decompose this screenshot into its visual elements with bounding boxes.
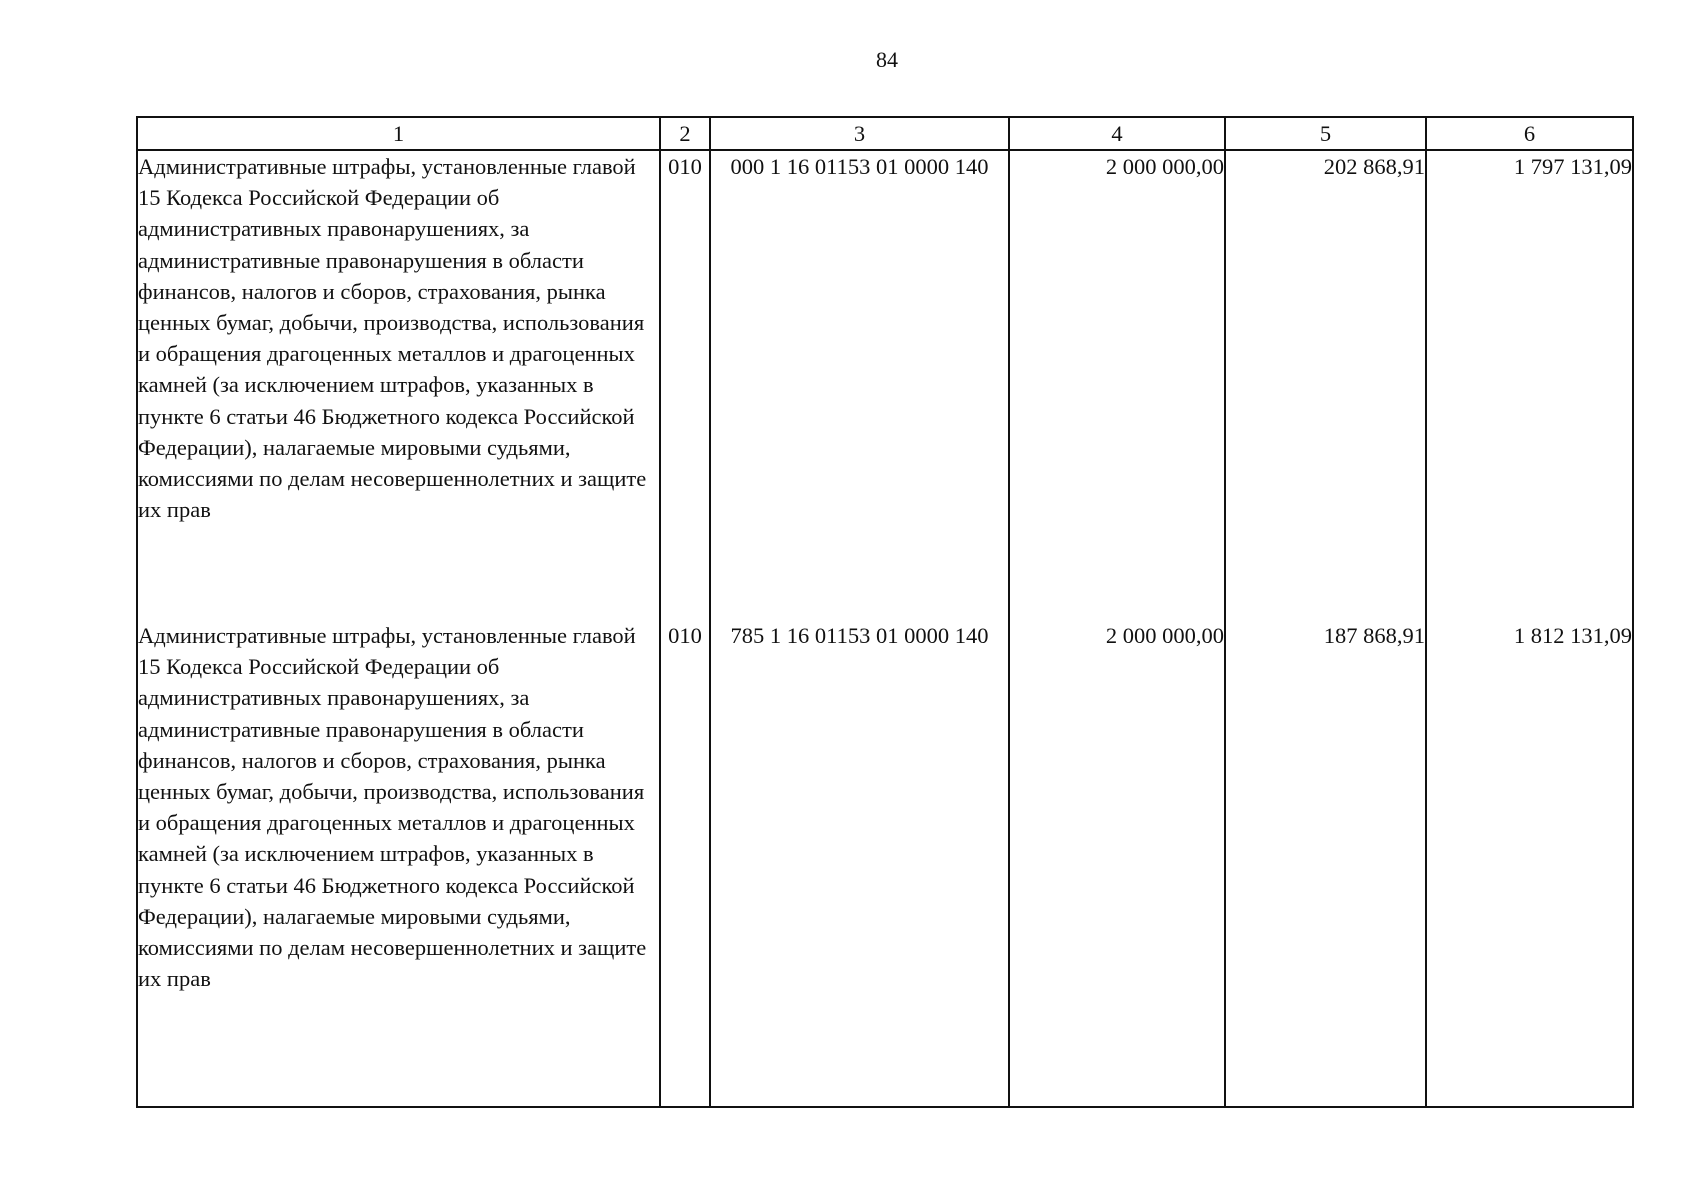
column-number-header: 1 xyxy=(137,117,660,150)
remaining-amount-cell: 1 812 131,09 xyxy=(1426,620,1633,1107)
column-number-header: 2 xyxy=(660,117,710,150)
remaining-amount-cell: 1 797 131,09 xyxy=(1426,150,1633,620)
income-code-cell: 785 1 16 01153 01 0000 140 xyxy=(710,620,1009,1107)
column-number-row xyxy=(137,117,1633,150)
line-code-cell: 010 xyxy=(660,620,710,1107)
revenue-name-cell: Административные штрафы, установленные главой 15 Кодекса Российской Федерации об административных правонарушениях, за административные правонарушения в области финансов, налогов и сборов, страхования, рынка ценных бумаг, добычи, производства, использования и обращения драгоценных металлов и драгоценных камней (за исключением штрафов, указанных в пункте 6 статьи 46 Бюджетного кодекса Российской Федерации), налагаемые мировыми судьями, комиссиями по делам несовершеннолетних и защите их прав xyxy=(137,150,660,620)
table-row xyxy=(137,620,1633,1107)
column-number-header: 3 xyxy=(710,117,1009,150)
approved-amount-cell: 2 000 000,00 xyxy=(1009,620,1225,1107)
column-number-header: 4 xyxy=(1009,117,1225,150)
approved-amount-cell: 2 000 000,00 xyxy=(1009,150,1225,620)
column-number-header: 5 xyxy=(1225,117,1426,150)
revenue-name-cell: Административные штрафы, установленные главой 15 Кодекса Российской Федерации об административных правонарушениях, за административные правонарушения в области финансов, налогов и сборов, страхования, рынка ценных бумаг, добычи, производства, использования и обращения драгоценных металлов и драгоценных камней (за исключением штрафов, указанных в пункте 6 статьи 46 Бюджетного кодекса Российской Федерации), налагаемые мировыми судьями, комиссиями по делам несовершеннолетних и защите их прав xyxy=(137,620,660,1107)
income-code-cell: 000 1 16 01153 01 0000 140 xyxy=(710,150,1009,620)
page-number: 84 xyxy=(876,47,898,72)
executed-amount-cell: 202 868,91 xyxy=(1225,150,1426,620)
executed-amount-cell: 187 868,91 xyxy=(1225,620,1426,1107)
column-number-header: 6 xyxy=(1426,117,1633,150)
table-row xyxy=(137,150,1633,620)
revenue-table xyxy=(136,116,1634,1108)
line-code-cell: 010 xyxy=(660,150,710,620)
